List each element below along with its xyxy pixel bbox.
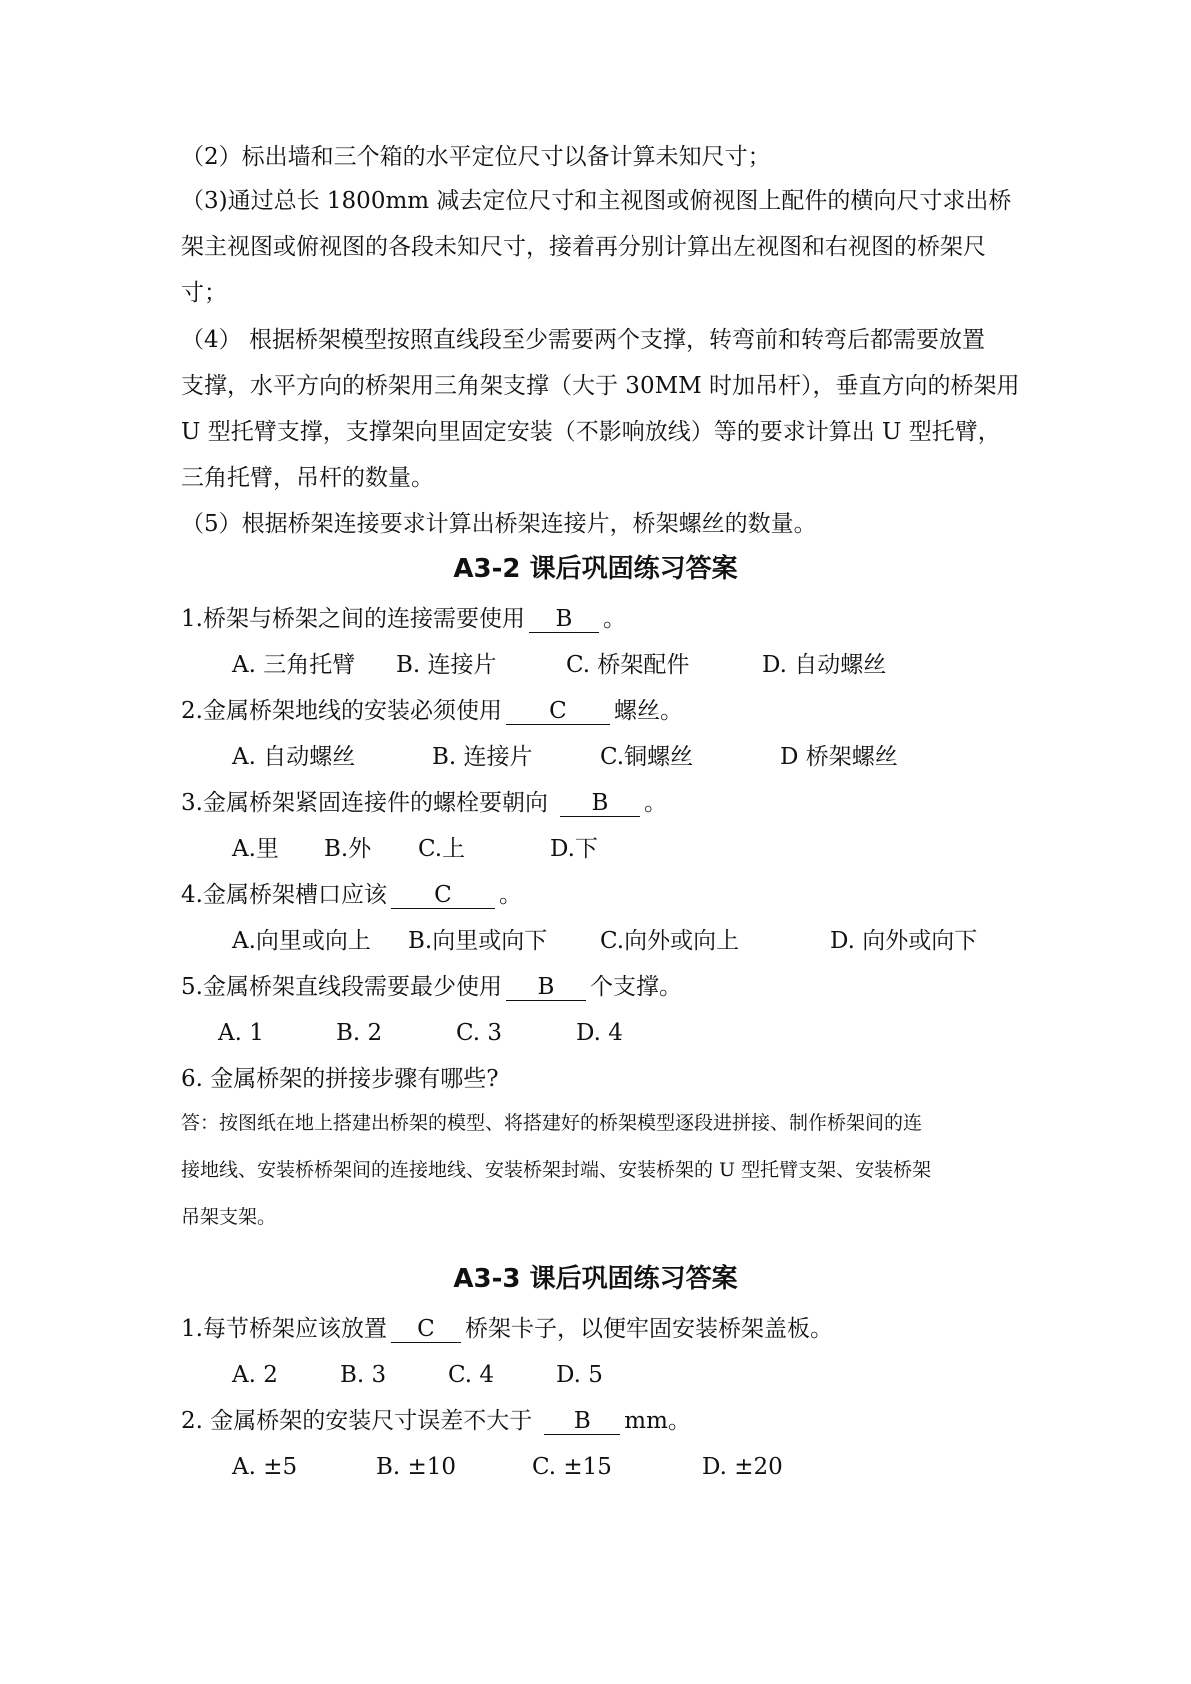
a33-q2-option-a: A. ±5 [232,1454,298,1480]
answer-blank: C [506,698,610,725]
a32-q1-option-a: A. 三角托臂 [232,652,356,678]
intro-step-5: （5）根据桥架连接要求计算出桥架连接片，桥架螺丝的数量。 [181,511,817,537]
intro-step-3-line-1: （3)通过总长 1800mm 减去定位尺寸和主视图或俯视图上配件的横向尺寸求出桥 [181,188,1012,214]
a32-q3-option-c: C.上 [418,836,466,862]
intro-step-2: （2）标出墙和三个箱的水平定位尺寸以备计算未知尺寸； [181,144,771,170]
question-text: 2.金属桥架地线的安装必须使用 [181,698,502,724]
a32-q5-option-d: D. 4 [576,1020,623,1046]
question-suffix: 。 [602,606,626,632]
a33-question-2 [181,1406,1021,1436]
intro-step-4-line-3: U 型托臂支撑，支撑架向里固定安装（不影响放线）等的要求计算出 U 型托臂， [181,419,1001,445]
a32-q4-option-c: C.向外或向上 [600,928,740,954]
answer-blank: B [544,1408,620,1435]
a33-q2-option-d: D. ±20 [702,1454,783,1480]
a32-q5-option-c: C. 3 [456,1020,503,1046]
question-text: 1.每节桥架应该放置 [181,1316,387,1342]
question-suffix: 个支撑。 [589,974,682,1000]
question-text: 5.金属桥架直线段需要最少使用 [181,974,502,1000]
answer-blank: C [391,882,495,909]
a33-q1-option-b: B. 3 [340,1362,387,1388]
a32-q4-option-d: D. 向外或向下 [830,928,978,954]
section-a3-2-title: A3-2 课后巩固练习答案 [453,554,738,584]
a32-q1-option-d: D. 自动螺丝 [762,652,887,678]
question-text: 2. 金属桥架的安装尺寸误差不大于 [181,1408,533,1434]
a32-question-5 [181,972,1021,1002]
a32-question-4 [181,880,1021,910]
a33-q2-option-b: B. ±10 [376,1454,457,1480]
a32-q2-option-a: A. 自动螺丝 [232,744,356,770]
answer-blank: B [506,974,586,1001]
question-text: 3.金属桥架紧固连接件的螺栓要朝向 [181,790,548,816]
a32-q2-option-d: D 桥架螺丝 [780,744,898,770]
a32-q5-option-b: B. 2 [336,1020,383,1046]
a32-q1-option-b: B. 连接片 [396,652,497,678]
a32-question-2 [181,696,1021,726]
intro-step-4-line-4: 三角托臂，吊杆的数量。 [181,465,434,491]
a32-q6-answer-line-1: 答：按图纸在地上搭建出桥架的模型、将搭建好的桥架模型逐段进拼接、制作桥架间的连 [181,1112,923,1134]
a32-q3-option-d: D.下 [550,836,598,862]
question-suffix: 。 [498,882,522,908]
a32-q5-option-a: A. 1 [218,1020,264,1046]
question-suffix: 桥架卡子，以便牢固安装桥架盖板。 [464,1316,833,1342]
answer-blank: C [391,1316,461,1343]
question-suffix: 。 [643,790,667,816]
a32-q6-answer-line-2: 接地线、安装桥桥架间的连接地线、安装桥架封端、安装桥架的 U 型托臂支架、安装桥架 [181,1159,932,1181]
question-text: 4.金属桥架槽口应该 [181,882,387,908]
intro-step-3-line-2: 架主视图或俯视图的各段未知尺寸，接着再分别计算出左视图和右视图的桥架尺 [181,234,986,260]
a32-q3-option-a: A.里 [232,836,279,862]
question-suffix: mm。 [624,1408,691,1434]
a32-q4-option-a: A.向里或向上 [232,928,371,954]
a33-question-1 [181,1314,1021,1344]
section-a3-3-title: A3-3 课后巩固练习答案 [453,1264,738,1294]
a32-question-1 [181,604,1021,634]
intro-step-3-line-3: 寸； [181,280,227,306]
a32-question-6: 6. 金属桥架的拼接步骤有哪些? [181,1066,499,1092]
intro-step-4-line-2: 支撑，水平方向的桥架用三角架支撑（大于 30MM 时加吊杆），垂直方向的桥架用 [181,373,1020,399]
a32-q2-option-c: C.铜螺丝 [600,744,694,770]
a33-q1-option-a: A. 2 [232,1362,278,1388]
a32-question-3 [181,788,1021,818]
a32-q6-answer-line-3: 吊架支架。 [181,1206,277,1228]
a33-q1-option-d: D. 5 [556,1362,603,1388]
question-text: 1.桥架与桥架之间的连接需要使用 [181,606,525,632]
intro-step-4-line-1: （4） 根据桥架模型按照直线段至少需要两个支撑，转弯前和转弯后都需要放置 [181,327,985,353]
a33-q2-option-c: C. ±15 [532,1454,612,1480]
question-suffix: 螺丝。 [613,698,683,724]
a32-q4-option-b: B.向里或向下 [408,928,548,954]
answer-blank: B [560,790,640,817]
answer-blank: B [529,606,599,633]
a32-q1-option-c: C. 桥架配件 [566,652,690,678]
a32-q2-option-b: B. 连接片 [432,744,533,770]
a33-q1-option-c: C. 4 [448,1362,495,1388]
a32-q3-option-b: B.外 [324,836,372,862]
